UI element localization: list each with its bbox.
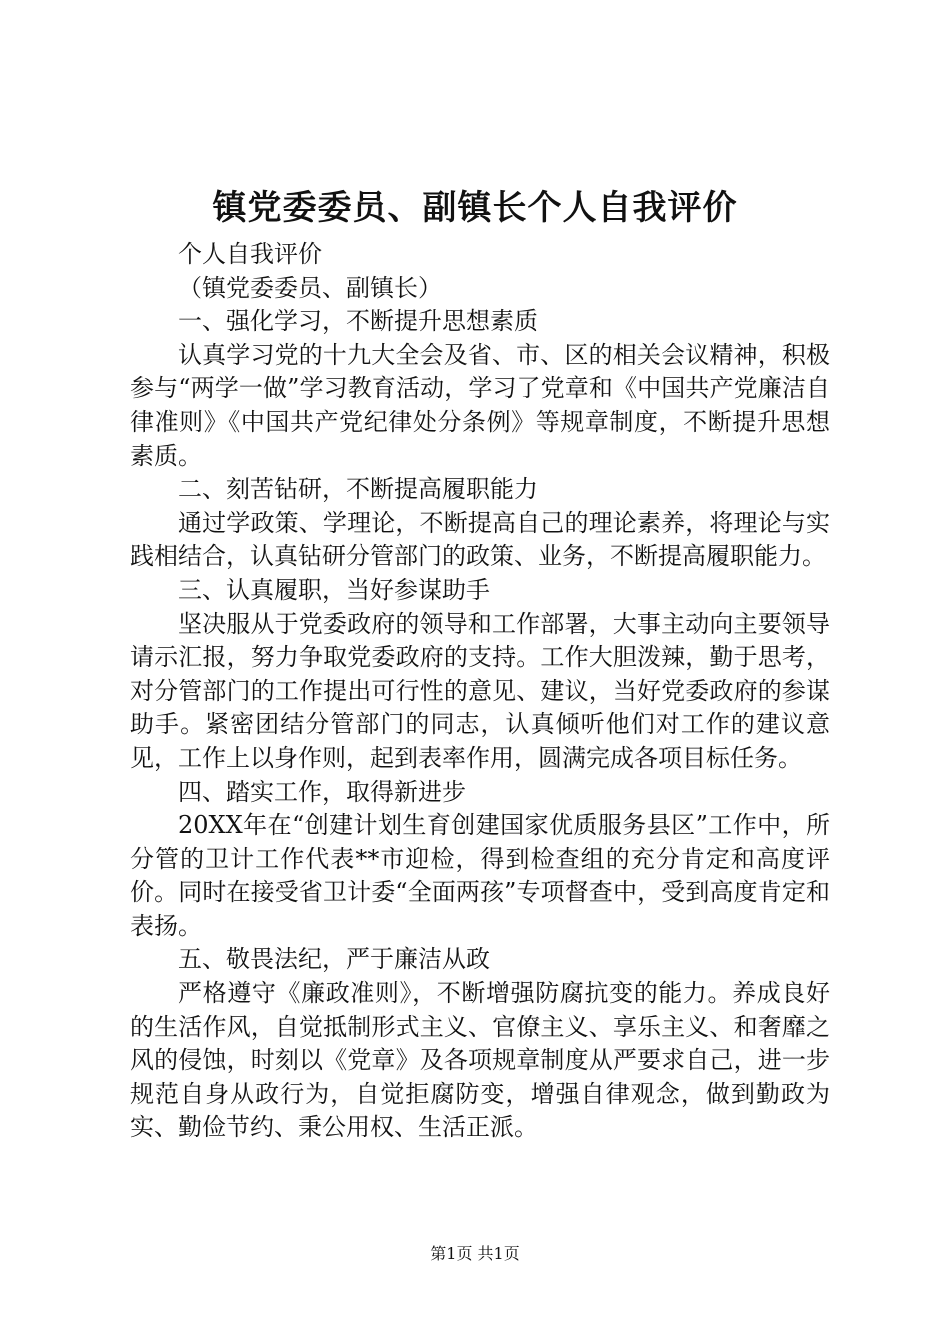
section-heading-3: 三、认真履职，当好参谋助手 <box>178 575 490 604</box>
paragraph-heading-main: 个人自我评价 <box>178 240 322 268</box>
section-body-1: 认真学习党的十九大全会及省、市、区的相关会议精神，积极参与“两学一做”学习教育活动，学习了党章和《中国共产党廉洁自律准则》《中国共产党纪律处分条例》等规章制度，不断提升思想素质。 <box>130 340 830 470</box>
document-title: 镇党委委员、副镇长个人自我评价 <box>212 188 738 228</box>
section-heading-1: 一、强化学习，不断提升思想素质 <box>178 307 538 336</box>
page-number-footer: 第1页 共1页 <box>430 1244 520 1263</box>
section-heading-2: 二、刻苦钻研，不断提高履职能力 <box>178 475 538 504</box>
section-body-2: 通过学政策、学理论，不断提高自己的理论素养，将理论与实践相结合，认真钻研分管部门的政策、业务，不断提高履职能力。 <box>130 508 830 571</box>
section-heading-4: 四、踏实工作，取得新进步 <box>178 777 466 806</box>
paragraph-subtitle: （镇党委委员、副镇长） <box>178 273 442 302</box>
section-body-5: 严格遵守《廉政准则》，不断增强防腐抗变的能力。养成良好的生活作风，自觉抵制形式主义、官僚主义、享乐主义、和奢靡之风的侵蚀，时刻以《党章》及各项规章制度从严要求自己，进一步规范自身从政行为，自觉拒腐防变，增强自律观念，做到勤政为实、勤俭节约、秉公用权、生活正派。 <box>130 979 830 1142</box>
section-body-3: 坚决服从于党委政府的领导和工作部署，大事主动向主要领导请示汇报，努力争取党委政府的支持。工作大胆泼辣，勤于思考，对分管部门的工作提出可行性的意见、建议，当好党委政府的参谋助手。紧密团结分管部门的同志，认真倾听他们对工作的建议意见，工作上以身作则，起到表率作用，圆满完成各项目标任务。 <box>130 609 830 772</box>
section-heading-5: 五、敬畏法纪，严于廉洁从政 <box>178 945 490 974</box>
document-body <box>130 238 830 1145</box>
section-body-4: 20XX年在“创建计划生育创建国家优质服务县区”工作中，所分管的卫计工作代表**市迎检，得到检查组的充分肯定和高度评价。同时在接受省卫计委“全面两孩”专项督查中，受到高度肯定和表扬。 <box>130 811 830 940</box>
